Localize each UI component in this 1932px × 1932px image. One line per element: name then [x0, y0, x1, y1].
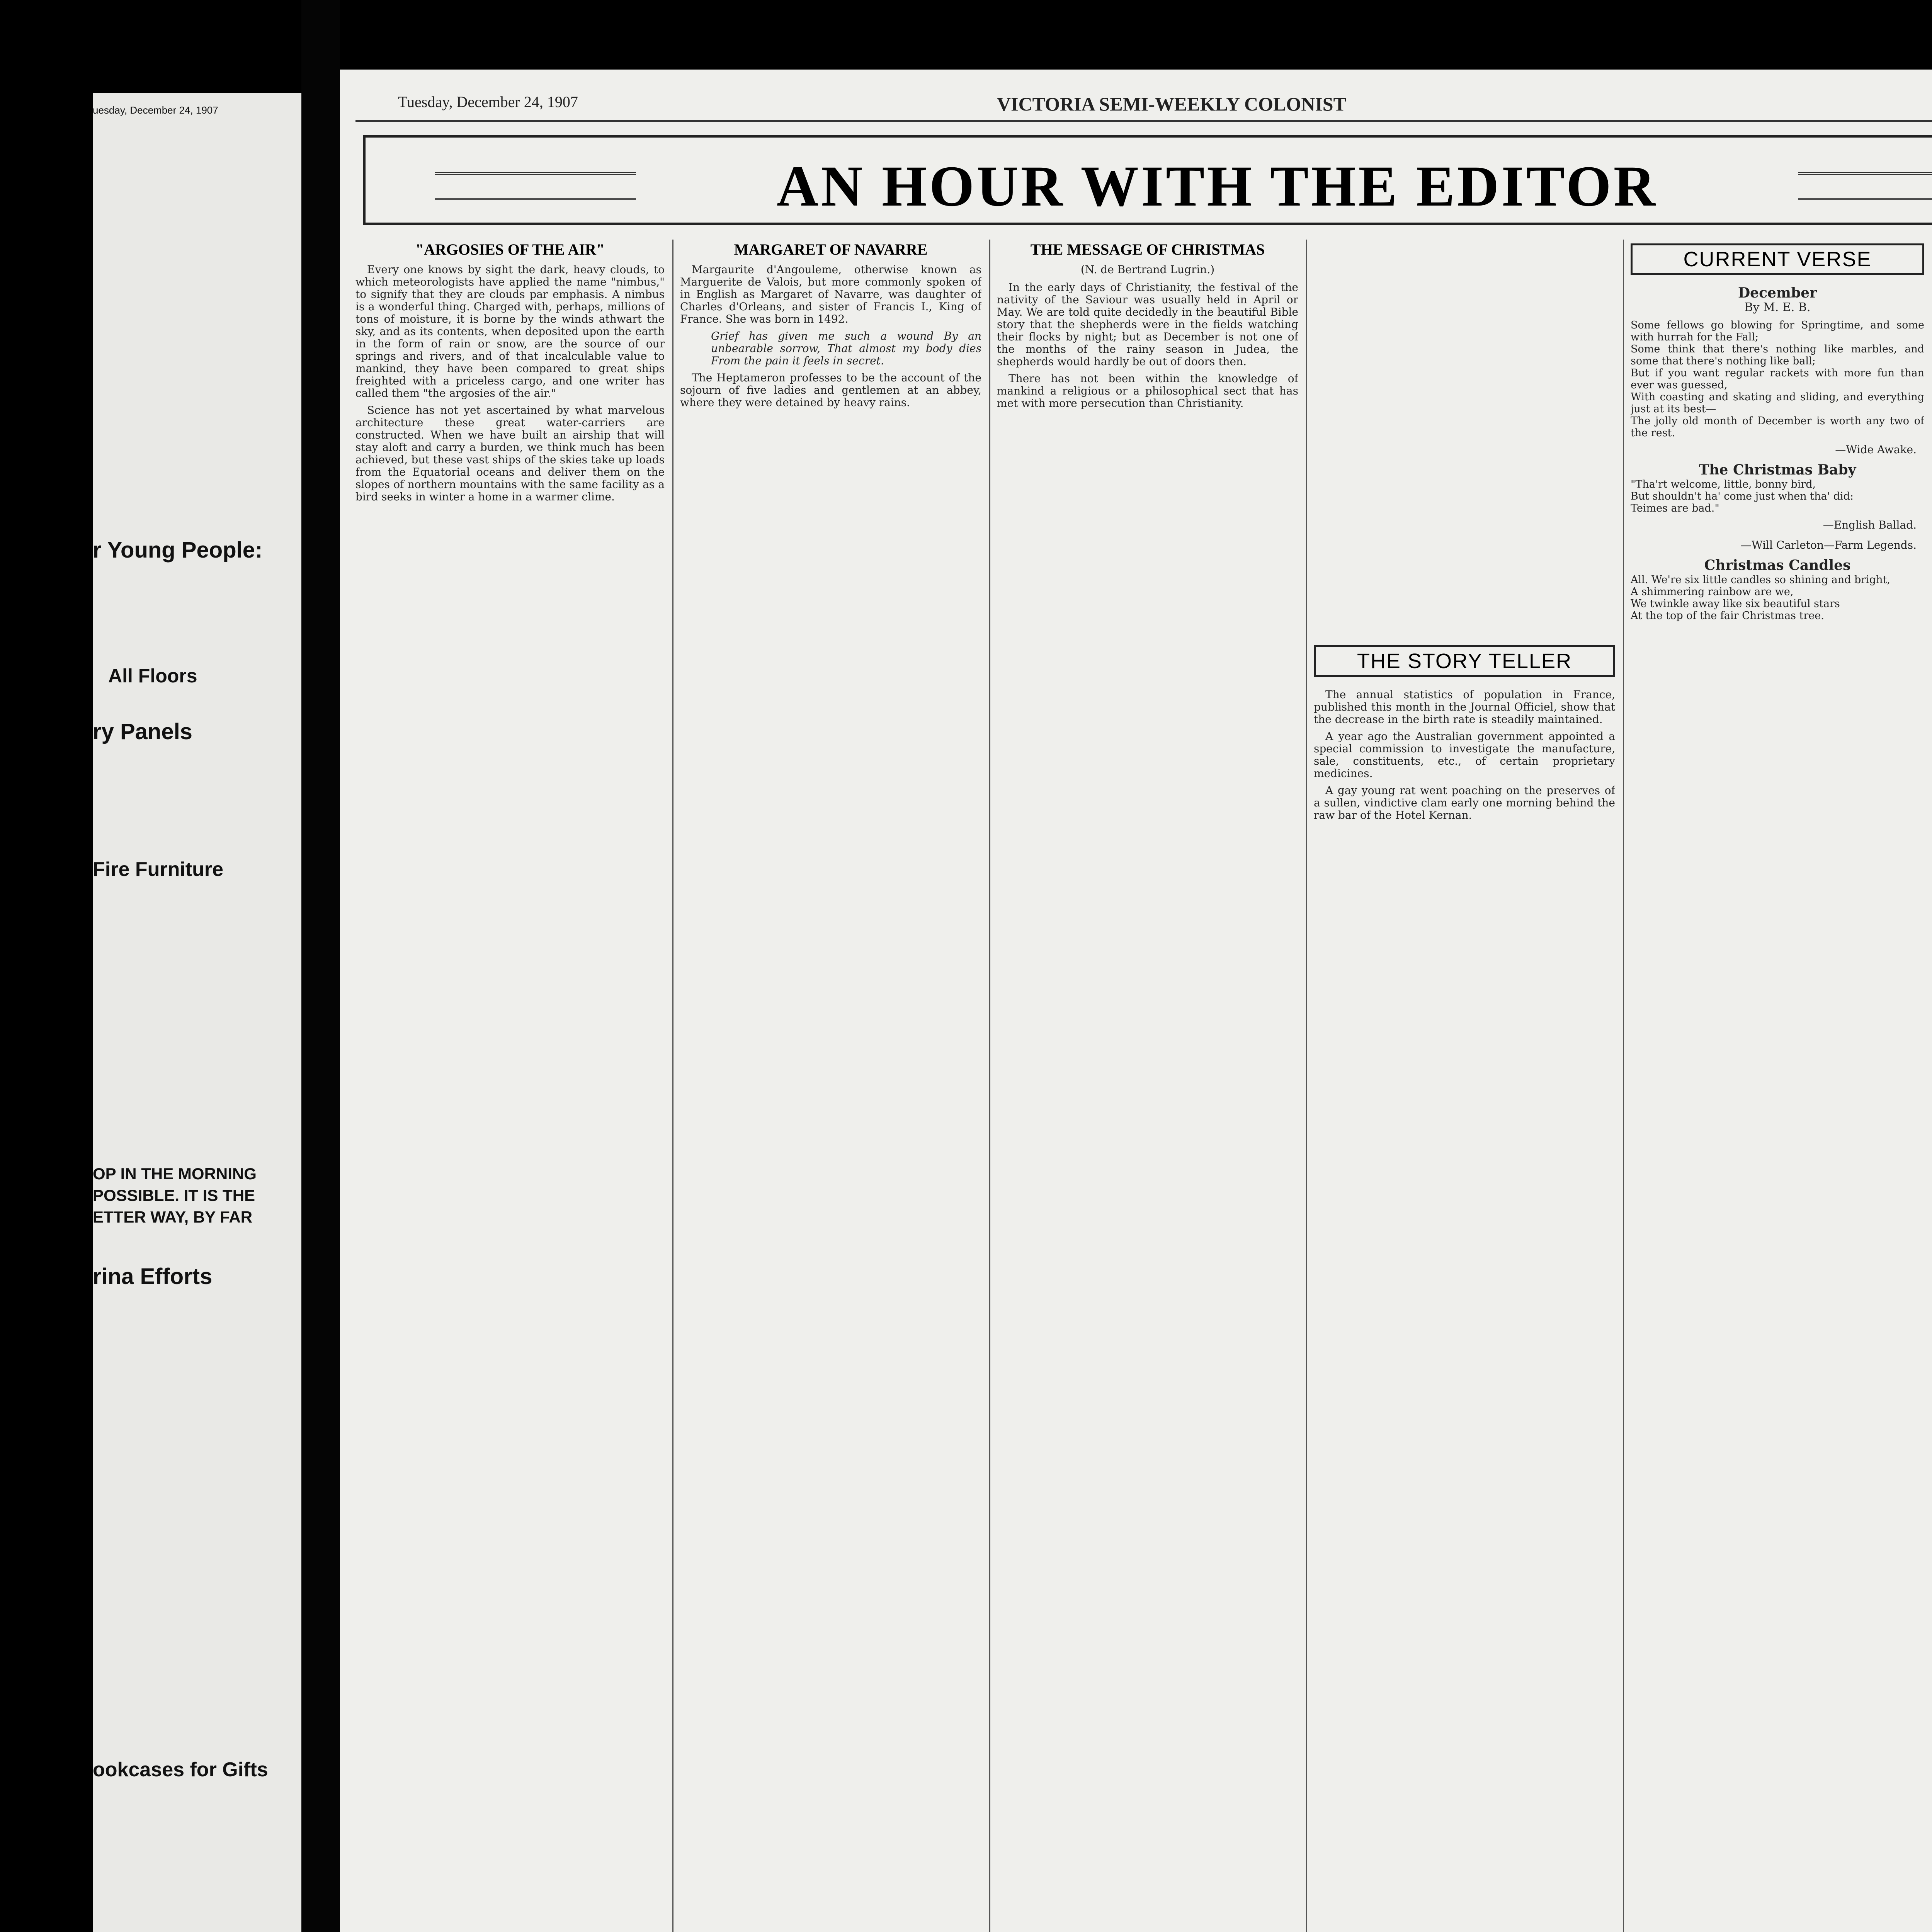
newspaper-page — [340, 70, 1932, 1932]
story-teller-heading: THE STORY TELLER — [1314, 645, 1615, 677]
poem-title: The Christmas Baby — [1699, 462, 1856, 478]
column-5 — [1631, 240, 1924, 1932]
film-edge-left — [0, 0, 93, 1932]
column-3 — [997, 240, 1298, 1932]
poem-credit: —English Ballad. — [1823, 519, 1917, 531]
article-title: "ARGOSIES OF THE AIR" — [415, 241, 605, 258]
article-paragraph: Margaurite d'Angouleme, otherwise known as Marguerite de Valois, but more commonly spoken of in English as Margaret of Navarre, was daughter of Charles d'Orleans, and sister of Francis I., King of France. She was born in 1492. — [680, 263, 981, 325]
left-ad-bookcases: ookcases for Gifts — [93, 1759, 268, 1781]
poem-title: Christmas Candles — [1704, 557, 1851, 573]
article-paragraph: A year ago the Australian government appointed a special commission to investigate the manufacture, sale, constituents, etc., of certain proprietary medicines. — [1314, 730, 1615, 780]
page-gutter — [301, 0, 340, 1932]
scroll-ornament-right — [1798, 172, 1932, 200]
article-paragraph: There has not been within the knowledge of mankind a religious or a philosophical sect that has met with more persecution than Christianity. — [997, 372, 1298, 410]
article-paragraph: Science has not yet ascertained by what marvelous architecture these great water-carriers are constructed. When we have built an airship that will stay aloft and carry a burden, we think much has been achieved, but these vast ships of the skies take up loads from the Equatorial oceans and deliver them on the slopes of northern mountains with the same facility as a bird seeks in winter a home in a warmer clime. — [355, 404, 665, 503]
poem-text: All. We're six little candles so shining and bright, A shimmering rainbow are we, We twinkle away like six beautiful stars At the top of the fair Christmas tree. — [1631, 574, 1890, 622]
previous-page-fragment — [93, 93, 301, 1932]
paper-name: VICTORIA SEMI-WEEKLY COLONIST — [997, 93, 1346, 115]
column-1 — [355, 240, 665, 1932]
column-rule — [989, 240, 990, 1932]
article-byline: (N. de Bertrand Lugrin.) — [1080, 263, 1215, 276]
article-paragraph: In the early days of Christianity, the festival of the nativity of the Saviour was usually held in April or May. We are told quite decidedly in the beautiful Bible story that the shepherds were in the fields watching their flocks by night; but as December is not one of the months of the rainy season in Judea, the shepherds would hardly be out of doors then. — [997, 281, 1298, 368]
column-rule — [1623, 240, 1624, 1932]
poem-text: Some fellows go blowing for Springtime, and some with hurrah for the Fall; Some think that there's nothing like marbles, and some that there's nothing like ball; But if you want regular rackets with more fun than ever was guessed, With coasting and skating and sliding, and everything just at its best— The jolly old month of December is worth any two of the rest. — [1631, 319, 1924, 439]
poem-byline: By M. E. B. — [1744, 301, 1811, 314]
poem-text: "Tha'rt welcome, little, bonny bird, But shouldn't ha' come just when tha' did: Teimes are bad." — [1631, 478, 1854, 514]
article-paragraph: The annual statistics of population in France, published this month in the Journal Officiel, show that the decrease in the birth rate is steadily maintained. — [1314, 688, 1615, 726]
column-4 — [1314, 240, 1615, 1932]
poem-title: December — [1738, 285, 1817, 301]
left-ad-panels: ry Panels — [93, 719, 192, 744]
masthead-rule — [355, 120, 1932, 122]
left-ad-furniture: Fire Furniture — [93, 858, 224, 881]
left-ad-china: rina Efforts — [93, 1264, 213, 1289]
article-title: THE MESSAGE OF CHRISTMAS — [1030, 241, 1265, 258]
poem-credit: —Wide Awake. — [1835, 443, 1917, 456]
column-rule — [672, 240, 673, 1932]
left-ad-morning: OP IN THE MORNING POSSIBLE. IT IS THE ETTER WAY, BY FAR — [93, 1165, 257, 1226]
banner-title: AN HOUR WITH THE EDITOR — [776, 154, 1658, 218]
poem-credit: —Will Carleton—Farm Legends. — [1740, 539, 1917, 551]
left-page-dateline: uesday, December 24, 1907 — [93, 104, 218, 116]
article-paragraph: A gay young rat went poaching on the preserves of a sullen, vindictive clam early one morning behind the raw bar of the Hotel Kernan. — [1314, 784, 1615, 821]
current-verse-heading: CURRENT VERSE — [1631, 243, 1924, 275]
left-ad-young-people: r Young People: — [93, 537, 263, 563]
article-paragraph: The Heptameron professes to be the account of the sojourn of five ladies and gentlemen at an abbey, where they were detained by heavy rains. — [680, 371, 981, 409]
column-rule — [1306, 240, 1307, 1932]
article-title: MARGARET OF NAVARRE — [734, 241, 928, 258]
column-2 — [680, 240, 981, 1932]
editor-banner — [363, 135, 1932, 225]
poem-excerpt: Grief has given me such a wound By an unbearable sorrow, That almost my body dies From the pain it feels in secret. — [711, 330, 981, 367]
left-ad-all-floors: All Floors — [108, 665, 197, 687]
page-date: Tuesday, December 24, 1907 — [398, 93, 578, 111]
article-paragraph: Every one knows by sight the dark, heavy clouds, to which meteorologists have applied the name "nimbus," to signify that they are clouds par emphasis. A nimbus is a wonderful thing. Charged with, perhaps, millions of tons of moisture, it is borne by the winds athwart the sky, and as its contents, when deposited upon the earth in the form of rain or snow, are the source of our springs and rivers, and of that incalculable value to mankind, they have been compared to great ships freighted with a priceless cargo, and one writer has called them "the argosies of the air." — [355, 263, 665, 400]
